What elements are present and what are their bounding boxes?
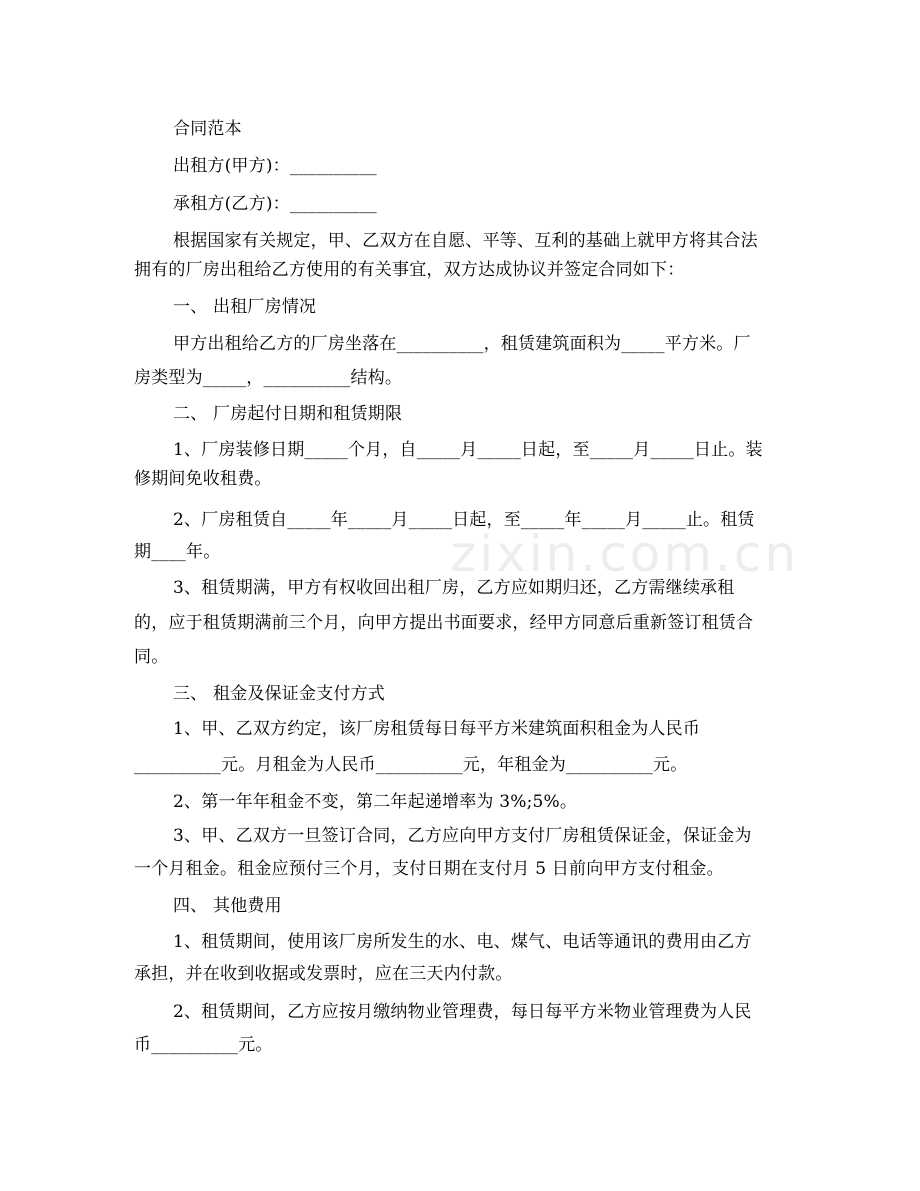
paragraph-line: 2、租赁期间，乙方应按月缴纳物业管理费，每日每平方米物业管理费为人民 — [173, 1002, 752, 1022]
paragraph-line: __________元。月租金为人民币__________元，年租金为__________元。 — [134, 755, 688, 775]
paragraph-line: 2、厂房租赁自_____年_____月_____日起，至_____年_____月_____止。租赁 — [173, 510, 755, 530]
section-heading: 二、 厂房起付日期和租赁期限 — [173, 404, 403, 424]
paragraph-line: 1、甲、乙双方约定，该厂房租赁每日每平方米建筑面积租金为人民币 — [173, 719, 701, 739]
paragraph-line: 3、租赁期满，甲方有权收回出租厂房，乙方应如期归还，乙方需继续承租 — [173, 578, 735, 598]
paragraph-line: 币__________元。 — [134, 1035, 273, 1055]
paragraph-line: 期____年。 — [134, 542, 221, 562]
paragraph-line: 甲方出租给乙方的厂房坐落在__________，租赁建筑面积为_____平方米。厂 — [173, 334, 751, 354]
paragraph-line: 房类型为_____，__________结构。 — [134, 368, 403, 388]
document-title: 合同范本 — [173, 119, 242, 139]
paragraph-line: 的，应于租赁期满前三个月，向甲方提出书面要求，经甲方同意后重新签订租赁合 — [134, 613, 754, 633]
paragraph-line: 承担，并在收到收据或发票时，应在三天内付款。 — [134, 964, 513, 984]
lessor-line: 出租方(甲方)：__________ — [173, 156, 377, 176]
watermark: zixin.com.cn — [450, 525, 800, 583]
paragraph-line: 根据国家有关规定，甲、乙双方在自愿、平等、互利的基础上就甲方将其合法 — [173, 231, 758, 251]
paragraph-line: 同。 — [134, 647, 169, 667]
lessee-line: 承租方(乙方)：__________ — [173, 194, 377, 214]
paragraph-line: 拥有的厂房出租给乙方使用的有关事宜，双方达成协议并签定合同如下： — [134, 260, 685, 280]
section-heading: 三、 租金及保证金支付方式 — [173, 684, 386, 704]
section-heading: 四、 其他费用 — [173, 896, 282, 916]
paragraph-line: 1、厂房装修日期_____个月，自_____月_____日起，至_____月_____日止。装 — [173, 440, 763, 460]
paragraph-line: 2、第一年年租金不变，第二年起递增率为 3%;5%。 — [173, 792, 578, 812]
paragraph-line: 修期间免收租费。 — [134, 469, 272, 489]
paragraph-line: 1、租赁期间，使用该厂房所发生的水、电、煤气、电话等通讯的费用由乙方 — [173, 932, 752, 952]
section-heading: 一、 出租厂房情况 — [173, 297, 317, 317]
paragraph-line: 一个月租金。租金应预付三个月，支付日期在支付月 5 日前向甲方支付租金。 — [134, 859, 724, 879]
paragraph-line: 3、甲、乙双方一旦签订合同，乙方应向甲方支付厂房租赁保证金，保证金为 — [173, 826, 752, 846]
